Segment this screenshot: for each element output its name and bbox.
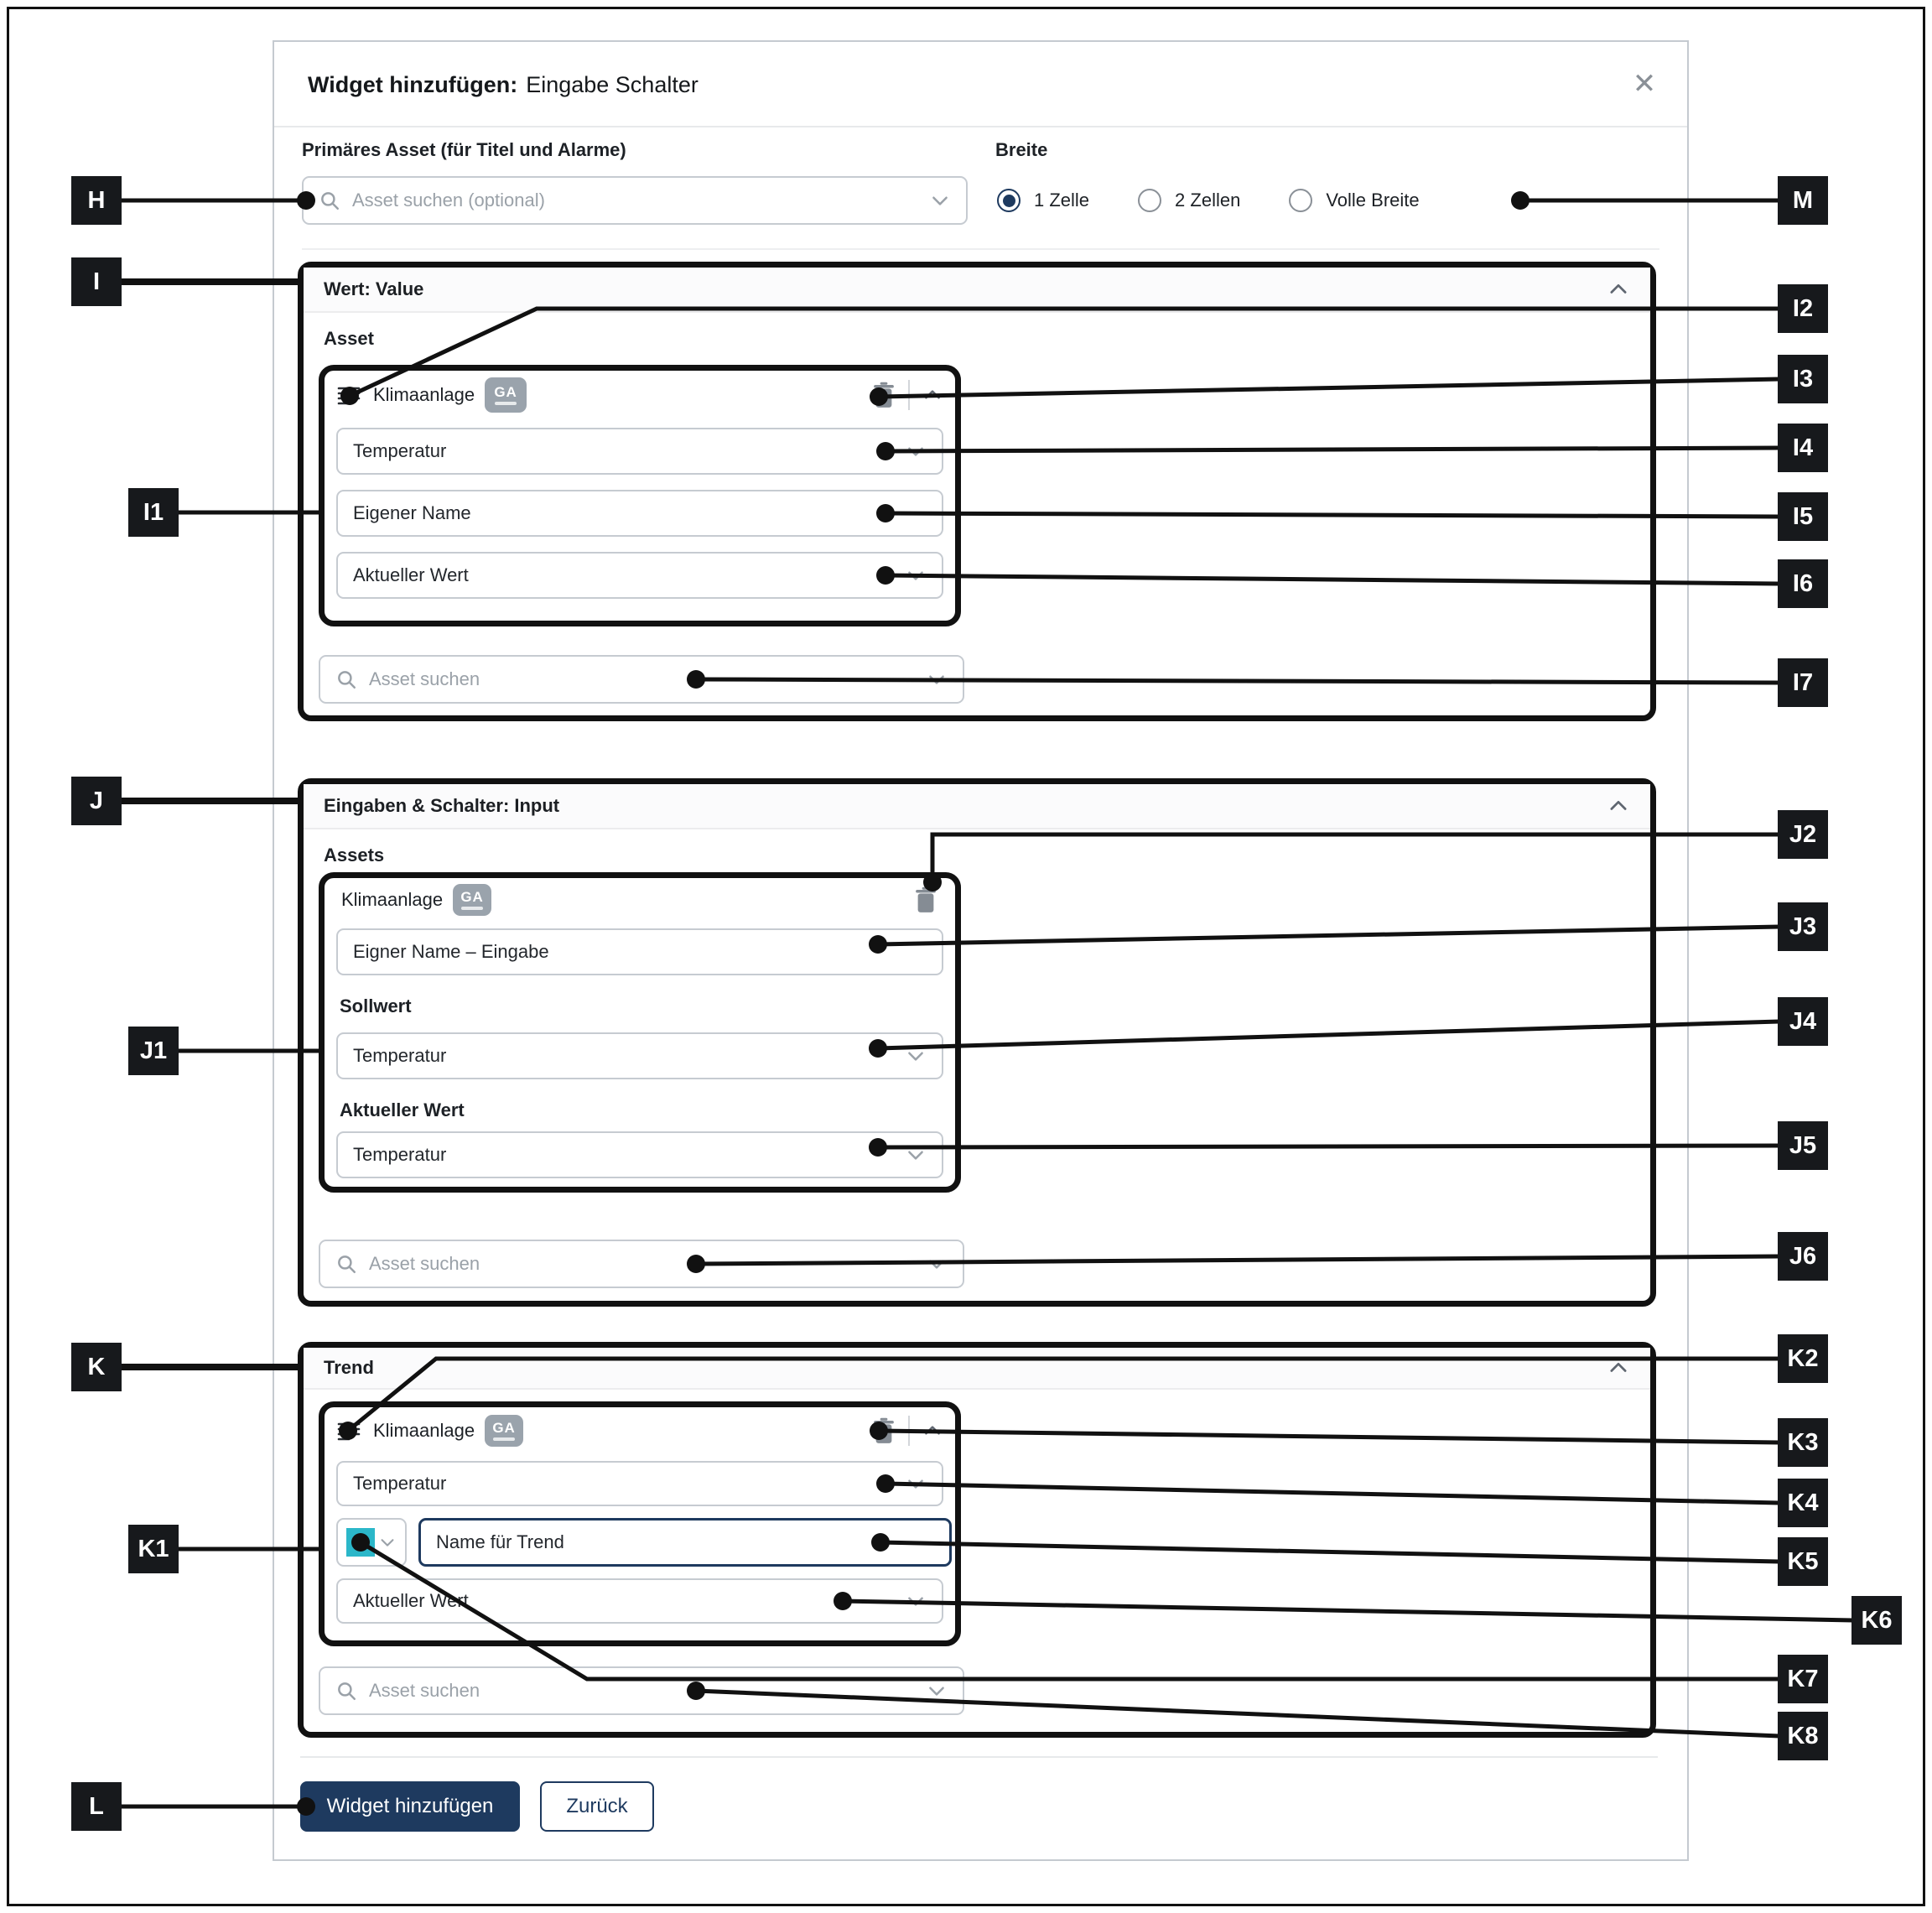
- section-wert-value: [298, 262, 1656, 721]
- section-input-title: Eingaben & Schalter: Input: [324, 795, 560, 816]
- asset-card-trend-header: [325, 1407, 955, 1454]
- callout-K7: K7: [1778, 1655, 1828, 1703]
- width-group-label: Breite: [995, 139, 1048, 160]
- search-icon: [335, 1253, 357, 1275]
- search-icon: [335, 668, 357, 690]
- chevron-down-icon: [929, 190, 951, 211]
- callout-J4: J4: [1778, 997, 1828, 1046]
- chevron-down-icon: [905, 1144, 927, 1166]
- callout-J3: J3: [1778, 902, 1828, 951]
- asset-search-trend[interactable]: Asset suchen: [319, 1666, 964, 1715]
- chevron-up-icon[interactable]: [922, 1420, 943, 1442]
- asset-search-input-section[interactable]: Asset suchen: [319, 1240, 964, 1288]
- asset-type-badge: GA: [485, 1415, 523, 1447]
- trend-color-select[interactable]: [336, 1518, 407, 1567]
- chevron-down-icon: [905, 1045, 927, 1067]
- callout-I: I: [71, 257, 122, 306]
- section-wert-header[interactable]: [304, 268, 1650, 313]
- asset-card-input-header: [325, 878, 955, 922]
- section-wert-title: Wert: Value: [324, 278, 424, 299]
- radio-icon: [1138, 189, 1161, 212]
- callout-K: K: [71, 1343, 122, 1391]
- chevron-down-icon: [926, 1253, 948, 1275]
- callout-K3: K3: [1778, 1418, 1828, 1467]
- primary-asset-placeholder: Asset suchen (optional): [352, 190, 545, 211]
- chevron-down-icon: [905, 1473, 927, 1495]
- section-input-header[interactable]: [304, 784, 1650, 829]
- trend-name-input[interactable]: Name für Trend: [418, 1518, 952, 1567]
- callout-L: L: [71, 1782, 122, 1831]
- section-trend: [298, 1342, 1656, 1738]
- assets-label: Assets: [324, 845, 385, 866]
- asset-search-wert[interactable]: Asset suchen: [319, 655, 964, 704]
- delete-icon[interactable]: [871, 382, 896, 409]
- delete-icon[interactable]: [871, 1417, 896, 1445]
- divider: [908, 1416, 910, 1446]
- chevron-down-icon: [905, 564, 927, 586]
- chevron-up-icon[interactable]: [1607, 1356, 1630, 1380]
- callout-H: H: [71, 176, 122, 225]
- chevron-up-icon[interactable]: [1607, 794, 1630, 818]
- chevron-down-icon: [905, 1590, 927, 1612]
- drag-handle-icon[interactable]: [336, 385, 361, 405]
- callout-M: M: [1778, 176, 1828, 225]
- asset-type-badge: GA: [453, 884, 491, 916]
- measurement-dropdown[interactable]: Temperatur: [336, 1461, 943, 1506]
- callout-K1: K1: [128, 1525, 179, 1573]
- chevron-down-icon: [926, 668, 948, 690]
- callout-K8: K8: [1778, 1712, 1828, 1760]
- current-value-dropdown[interactable]: Aktueller Wert: [336, 552, 943, 599]
- aktueller-wert-dropdown[interactable]: Temperatur: [336, 1131, 943, 1178]
- callout-J1: J1: [128, 1027, 179, 1075]
- radio-2-zellen-label: 2 Zellen: [1175, 190, 1241, 211]
- own-name-input[interactable]: Eigner Name – Eingabe: [336, 928, 943, 975]
- radio-2-zellen[interactable]: [1138, 189, 1240, 212]
- color-swatch: [346, 1528, 375, 1557]
- asset-name: Klimaanlage: [373, 1420, 475, 1441]
- divider: [302, 248, 1659, 250]
- dialog-title: [308, 72, 699, 98]
- footer-divider: [300, 1756, 1658, 1758]
- radio-volle-breite[interactable]: [1289, 189, 1419, 212]
- callout-I7: I7: [1778, 658, 1828, 707]
- section-trend-title: Trend: [324, 1357, 374, 1378]
- current-value-dropdown[interactable]: Aktueller Wert: [336, 1578, 943, 1624]
- callout-K2: K2: [1778, 1334, 1828, 1383]
- asset-name: Klimaanlage: [341, 889, 444, 910]
- add-widget-button[interactable]: Widget hinzufügen: [300, 1781, 520, 1832]
- callout-I5: I5: [1778, 492, 1828, 541]
- callout-I2: I2: [1778, 284, 1828, 333]
- close-icon[interactable]: ✕: [1632, 68, 1657, 100]
- radio-volle-breite-label: Volle Breite: [1326, 190, 1420, 211]
- section-eingaben-schalter: [298, 778, 1656, 1307]
- callout-J2: J2: [1778, 810, 1828, 859]
- radio-1-zelle-label: 1 Zelle: [1034, 190, 1090, 211]
- sollwert-label: Sollwert: [340, 995, 412, 1016]
- asset-name: Klimaanlage: [373, 384, 475, 405]
- callout-I3: I3: [1778, 355, 1828, 403]
- asset-card-wert: [319, 365, 961, 626]
- callout-K6: K6: [1852, 1596, 1902, 1645]
- aktueller-wert-label: Aktueller Wert: [340, 1099, 465, 1120]
- search-icon: [319, 190, 340, 211]
- delete-icon[interactable]: [913, 886, 938, 914]
- asset-label: Asset: [324, 328, 374, 349]
- dialog-title-prefix: Widget hinzufügen:: [308, 72, 518, 97]
- own-name-input[interactable]: Eigener Name: [336, 490, 943, 537]
- chevron-down-icon: [926, 1680, 948, 1702]
- divider: [908, 380, 910, 410]
- chevron-up-icon[interactable]: [1607, 278, 1630, 301]
- drag-handle-icon[interactable]: [336, 1421, 361, 1441]
- asset-card-wert-header: [325, 371, 955, 419]
- callout-I6: I6: [1778, 559, 1828, 608]
- dialog-header: [274, 42, 1687, 127]
- primary-asset-search-select[interactable]: [302, 176, 968, 225]
- asset-type-badge: GA: [485, 377, 527, 413]
- asset-card-trend: [319, 1401, 961, 1646]
- chevron-up-icon[interactable]: [922, 384, 943, 406]
- callout-J5: J5: [1778, 1121, 1828, 1170]
- width-radio-group: [997, 176, 1420, 225]
- asset-card-input: [319, 872, 961, 1193]
- callout-J6: J6: [1778, 1232, 1828, 1281]
- back-button[interactable]: Zurück: [540, 1781, 654, 1832]
- radio-icon: [1289, 189, 1312, 212]
- chevron-down-icon: [905, 440, 927, 462]
- radio-selected-icon: [997, 189, 1021, 212]
- section-trend-header[interactable]: [304, 1348, 1650, 1390]
- callout-K4: K4: [1778, 1479, 1828, 1527]
- radio-1-zelle[interactable]: [997, 189, 1089, 212]
- callout-I1: I1: [128, 488, 179, 537]
- callout-K5: K5: [1778, 1537, 1828, 1586]
- search-icon: [335, 1680, 357, 1702]
- callout-J: J: [71, 777, 122, 825]
- sollwert-dropdown[interactable]: Temperatur: [336, 1032, 943, 1079]
- measurement-dropdown[interactable]: Temperatur: [336, 428, 943, 475]
- primary-asset-label: Primäres Asset (für Titel und Alarme): [302, 139, 626, 160]
- callout-I4: I4: [1778, 424, 1828, 472]
- dialog-title-widget-type: Eingabe Schalter: [526, 72, 699, 97]
- chevron-down-icon: [378, 1533, 397, 1552]
